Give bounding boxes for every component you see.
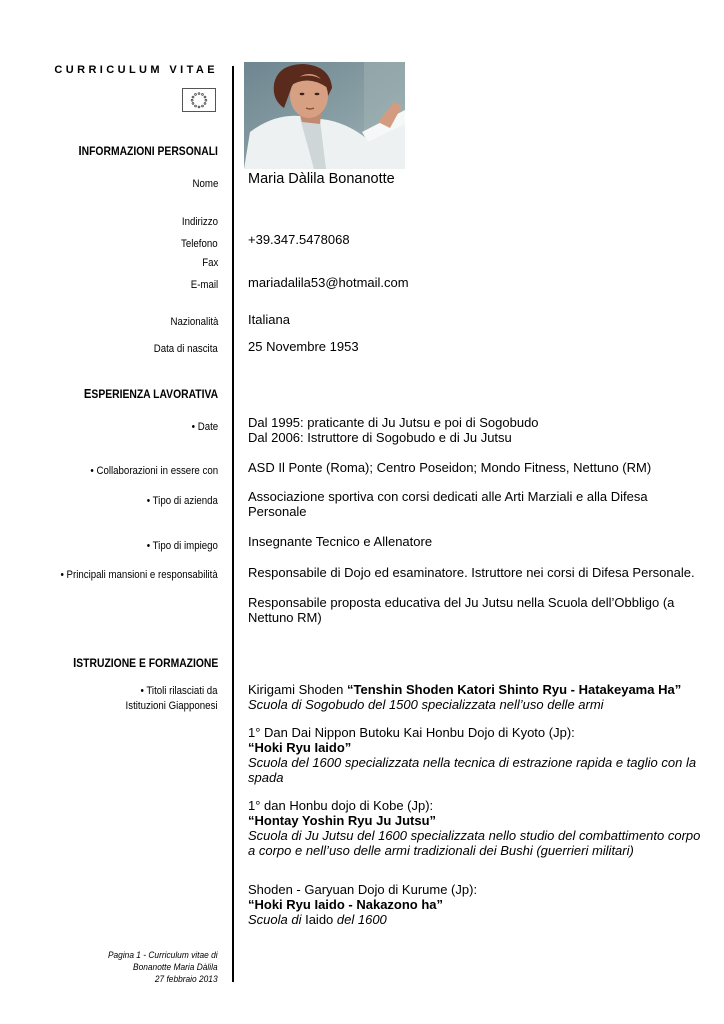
- name-value: Maria Dàlila Bonanotte: [248, 171, 395, 187]
- entry-title: 1° Dan Dai Nippon Butoku Kai Honbu Dojo di Kyoto (Jp):: [248, 725, 575, 740]
- footer-line: Bonanotte Maria Dàlila: [133, 962, 218, 973]
- footer-line: Pagina 1 - Curriculum vitae di: [108, 950, 218, 961]
- company-type-value: [248, 489, 648, 519]
- entry-title: 1° dan Honbu dojo di Kobe (Jp):: [248, 798, 434, 813]
- education-entry-1: [248, 682, 681, 712]
- titles-label-line: Istituzioni Giapponesi: [125, 700, 218, 712]
- entry-description: Scuola di Sogobudo del 1500 specializzata nell’uso delle armi: [248, 697, 604, 712]
- dates-line: Dal 1995: praticante di Ju Jutsu e poi di Sogobudo: [248, 415, 539, 430]
- footer-line: 27 febbraio 2013: [155, 974, 218, 985]
- name-label: Nome: [192, 178, 218, 190]
- phone-label: Telefono: [181, 238, 218, 250]
- education-entry-4: [248, 882, 477, 927]
- page-footer: [93, 950, 218, 987]
- vertical-divider: [232, 66, 234, 982]
- entry-description: Scuola di: [248, 912, 306, 927]
- birthdate-label: Data di nascita: [153, 343, 218, 355]
- entry-school: “Hoki Ryu Iaido”: [248, 740, 352, 755]
- phone-value: +39.347.5478068: [248, 232, 350, 247]
- entry-title: Kirigami Shoden: [248, 682, 347, 697]
- entry-school: “Tenshin Shoden Katori Shinto Ryu - Hatakeyama Ha”: [347, 682, 682, 697]
- education-entry-3: [248, 798, 700, 858]
- eu-flag-icon: [182, 88, 216, 112]
- entry-description: Iaido: [305, 912, 334, 927]
- job-type-value: Insegnante Tecnico e Allenatore: [248, 534, 433, 549]
- duties-line: Responsabile proposta educativa del Ju Jutsu nella Scuola dell’Obbligo (a: [248, 595, 675, 610]
- nationality-label: Nazionalità: [170, 316, 218, 328]
- company-type-line: Associazione sportiva con corsi dedicati alle Arti Marziali e alla Difesa: [248, 489, 648, 504]
- entry-description: spada: [248, 770, 284, 785]
- section-work-experience: ESPERIENZA LAVORATIVA: [83, 387, 218, 401]
- collaborations-label: • Collaborazioni in essere con: [90, 465, 218, 477]
- profile-photo: [244, 62, 405, 169]
- birthdate-value: 25 Novembre 1953: [248, 339, 359, 354]
- fax-label: Fax: [201, 257, 218, 269]
- section-personal-info: INFORMAZIONI PERSONALI: [78, 144, 218, 158]
- duties-value-2: [248, 595, 674, 625]
- company-type-label: • Tipo di azienda: [146, 495, 218, 507]
- titles-label-line: • Titoli rilasciati da: [140, 685, 218, 697]
- cv-title: CURRICULUM VITAE: [54, 64, 218, 76]
- entry-school: “Hontay Yoshin Ryu Ju Jutsu”: [248, 813, 437, 828]
- email-value: mariadalila53@hotmail.com: [248, 275, 409, 290]
- entry-description: del 1600: [333, 912, 387, 927]
- entry-description: Scuola di Ju Jutsu del 1600 specializzata nello studio del combattimento corpo: [248, 828, 701, 843]
- entry-description: Scuola del 1600 specializzata nella tecnica di estrazione rapida e taglio con la: [248, 755, 697, 770]
- company-type-line: Personale: [248, 504, 307, 519]
- entry-description: a corpo e nell’uso delle armi tradizionali dei Bushi (guerrieri militari): [248, 843, 634, 858]
- titles-label: [113, 684, 218, 714]
- email-label: E-mail: [190, 279, 218, 291]
- dates-label: • Date: [191, 421, 218, 433]
- nationality-value: Italiana: [248, 312, 290, 327]
- job-type-label: • Tipo di impiego: [146, 540, 218, 552]
- collaborations-value: ASD Il Ponte (Roma); Centro Poseidon; Mondo Fitness, Nettuno (RM): [248, 460, 652, 475]
- address-label: Indirizzo: [181, 216, 218, 228]
- duties-line: Nettuno RM): [248, 610, 322, 625]
- education-entry-2: [248, 725, 696, 785]
- dates-value: [248, 415, 539, 445]
- duties-value: Responsabile di Dojo ed esaminatore. Istruttore nei corsi di Difesa Personale.: [248, 565, 695, 580]
- section-education: ISTRUZIONE E FORMAZIONE: [72, 656, 218, 670]
- entry-title: Shoden - Garyuan Dojo di Kurume (Jp):: [248, 882, 478, 897]
- entry-school: “Hoki Ryu Iaido - Nakazono ha”: [248, 897, 444, 912]
- dates-line: Dal 2006: Istruttore di Sogobudo e di Ju Jutsu: [248, 430, 512, 445]
- duties-label: • Principali mansioni e responsabilità: [60, 569, 218, 581]
